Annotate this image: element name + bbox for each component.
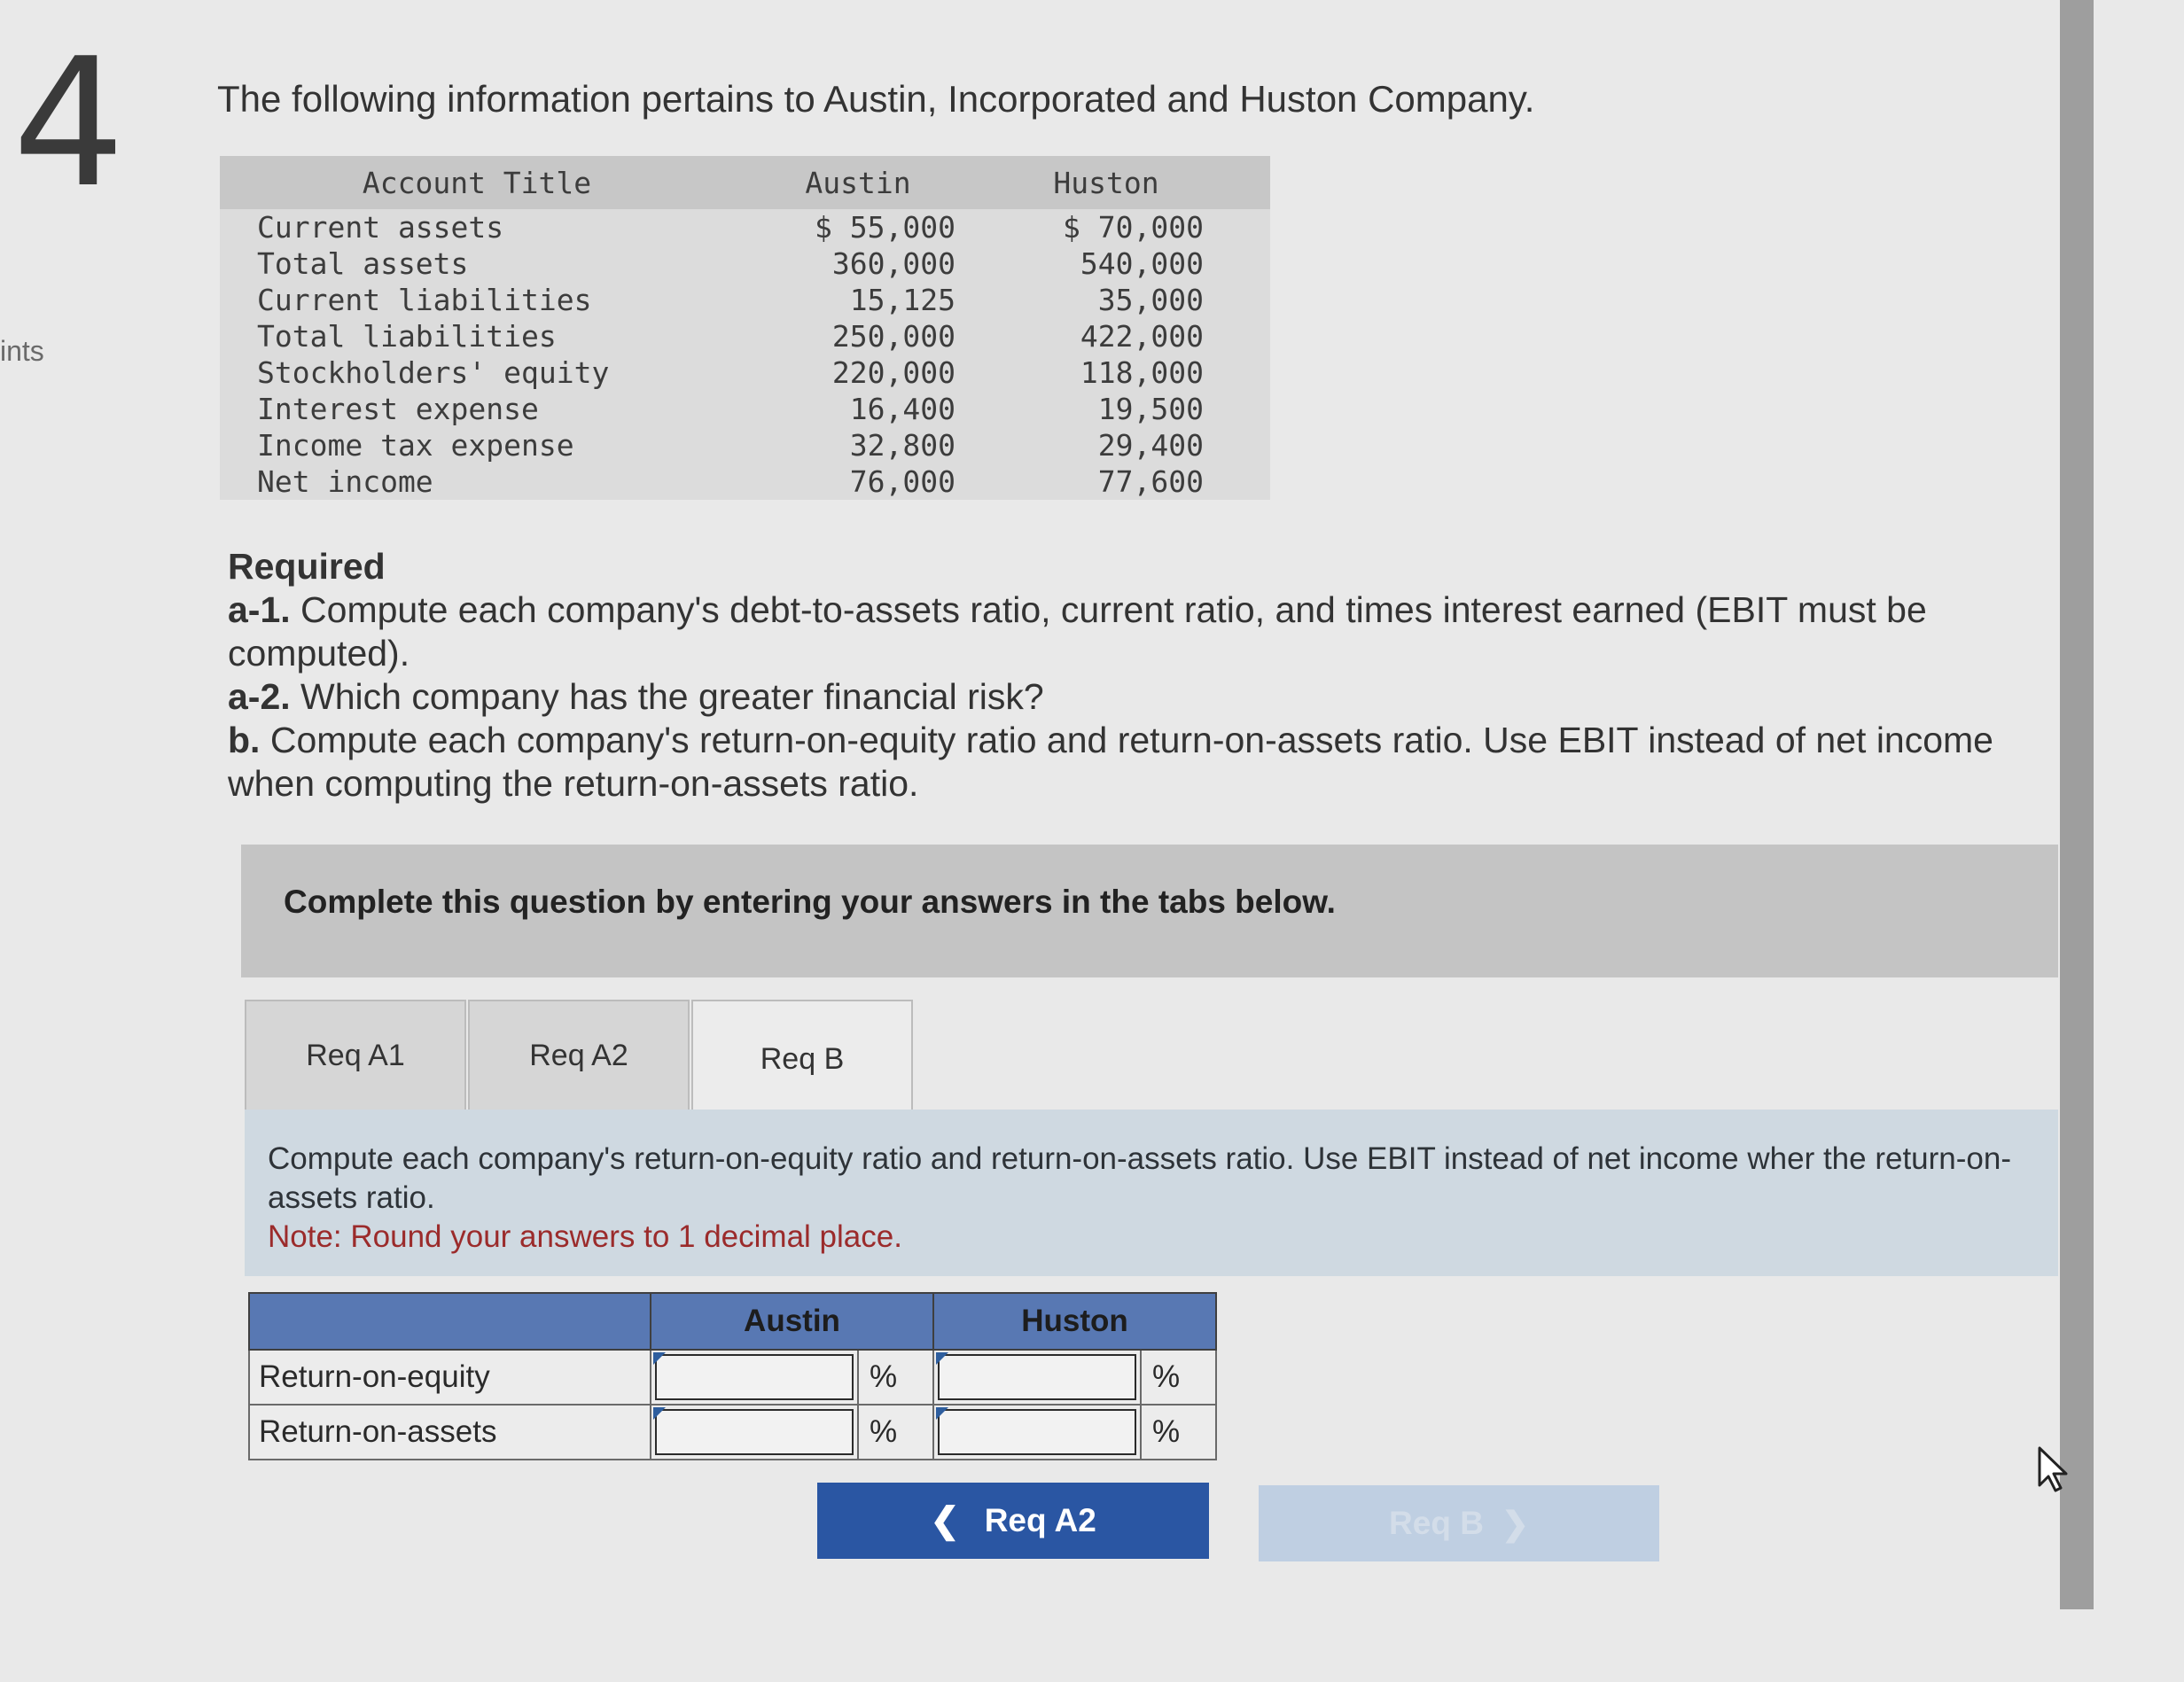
- header-huston: Huston: [1053, 165, 1159, 200]
- complete-instructions-text: Complete this question by entering your answers in the tabs below.: [284, 884, 1336, 920]
- answer-header-blank: [249, 1293, 651, 1350]
- required-heading: Required: [228, 546, 386, 587]
- table-row: [220, 209, 1270, 245]
- next-req-b-button[interactable]: [1259, 1485, 1659, 1561]
- huston-roa-input[interactable]: [933, 1405, 1141, 1460]
- tab-req-b[interactable]: Req B: [691, 1000, 913, 1117]
- table-row: [220, 245, 1270, 282]
- austin-value: 360,000: [831, 246, 956, 281]
- huston-value: 118,000: [1080, 355, 1204, 390]
- huston-value: 77,600: [1097, 464, 1204, 499]
- input-box[interactable]: [655, 1409, 854, 1455]
- next-button-label: Req B: [1389, 1505, 1484, 1541]
- austin-value: 76,000: [849, 464, 956, 499]
- austin-value: $ 55,000: [815, 210, 956, 245]
- points-label: ints: [0, 335, 44, 367]
- tab-instructions: [245, 1110, 2058, 1276]
- answer-table: [248, 1292, 1217, 1460]
- austin-value: 250,000: [831, 319, 956, 354]
- huston-value: $ 70,000: [1063, 210, 1204, 245]
- table-row: [220, 391, 1270, 427]
- austin-value: 16,400: [849, 392, 956, 426]
- prev-button-label: Req A2: [984, 1502, 1096, 1538]
- required-tag: a-2.: [228, 676, 291, 717]
- prev-req-a2-button[interactable]: [817, 1483, 1209, 1559]
- table-row: [249, 1350, 1216, 1405]
- row-label: Net income: [257, 464, 433, 499]
- mouse-cursor-icon: [2036, 1444, 2071, 1494]
- required-tag: a-1.: [228, 589, 291, 630]
- huston-value: 540,000: [1080, 246, 1204, 281]
- question-number: 4: [12, 20, 126, 227]
- question-intro: The following information pertains to Austin, Incorporated and Huston Company.: [217, 78, 1535, 120]
- tab-bar: [245, 1000, 915, 1115]
- table-row: [220, 318, 1270, 354]
- rounding-note: Note: Round your answers to 1 decimal place.: [268, 1219, 902, 1254]
- answer-header-huston: Huston: [933, 1293, 1216, 1350]
- huston-value: 29,400: [1097, 428, 1204, 463]
- austin-value: 220,000: [831, 355, 956, 390]
- input-box[interactable]: [655, 1354, 854, 1400]
- required-tag: b.: [228, 720, 261, 760]
- austin-roa-input[interactable]: [651, 1405, 858, 1460]
- input-marker-icon: [653, 1407, 666, 1420]
- row-label: Return-on-equity: [249, 1350, 651, 1405]
- austin-value: 15,125: [849, 283, 956, 317]
- input-box[interactable]: [938, 1354, 1136, 1400]
- tab-req-a1[interactable]: Req A1: [245, 1000, 466, 1111]
- scrollbar[interactable]: [2060, 0, 2094, 1609]
- table-row: [220, 354, 1270, 391]
- required-text: Compute each company's return-on-equity ratio and return-on-assets ratio. Use EBIT instead of net income when computing the return-on-assets ratio.: [228, 720, 1993, 804]
- row-label: Stockholders' equity: [257, 355, 610, 390]
- header-account-title: Account Title: [362, 165, 592, 200]
- required-section: [228, 545, 2018, 806]
- row-label: Total assets: [257, 246, 469, 281]
- input-box[interactable]: [938, 1409, 1136, 1455]
- answer-table-header: [249, 1293, 1216, 1350]
- instructions-text: Compute each company's return-on-equity ratio and return-on-assets ratio. Use EBIT instead of net income wher the return-on-assets ratio.: [268, 1141, 2012, 1215]
- input-marker-icon: [936, 1407, 948, 1420]
- header-austin: Austin: [805, 165, 911, 200]
- table-row: [220, 463, 1270, 500]
- answer-header-austin: Austin: [651, 1293, 933, 1350]
- austin-value: 32,800: [849, 428, 956, 463]
- account-table: [220, 156, 1270, 500]
- row-label: Current liabilities: [257, 283, 592, 317]
- huston-roe-input[interactable]: [933, 1350, 1141, 1405]
- table-row: [220, 282, 1270, 318]
- table-row: [249, 1405, 1216, 1460]
- percent-unit: %: [1141, 1405, 1216, 1460]
- complete-instructions-bar: [241, 845, 2058, 977]
- percent-unit: %: [858, 1350, 933, 1405]
- chevron-left-icon: ❮: [930, 1501, 960, 1540]
- required-item-b: [228, 719, 2018, 806]
- chevron-right-icon: ❯: [1501, 1505, 1529, 1542]
- table-row: [220, 427, 1270, 463]
- row-label: Return-on-assets: [249, 1405, 651, 1460]
- percent-unit: %: [1141, 1350, 1216, 1405]
- row-label: Total liabilities: [257, 319, 557, 354]
- required-item-a2: [228, 675, 2018, 719]
- row-label: Current assets: [257, 210, 504, 245]
- required-text: Which company has the greater financial risk?: [290, 676, 1044, 717]
- tab-req-a2[interactable]: Req A2: [468, 1000, 690, 1111]
- row-label: Income tax expense: [257, 428, 574, 463]
- account-table-header: [220, 156, 1270, 209]
- percent-unit: %: [858, 1405, 933, 1460]
- austin-roe-input[interactable]: [651, 1350, 858, 1405]
- required-item-a1: [228, 588, 2018, 675]
- row-label: Interest expense: [257, 392, 539, 426]
- input-marker-icon: [936, 1352, 948, 1365]
- huston-value: 422,000: [1080, 319, 1204, 354]
- huston-value: 19,500: [1097, 392, 1204, 426]
- input-marker-icon: [653, 1352, 666, 1365]
- huston-value: 35,000: [1097, 283, 1204, 317]
- required-text: Compute each company's debt-to-assets ratio, current ratio, and times interest earned (EBIT must be computed).: [228, 589, 1927, 674]
